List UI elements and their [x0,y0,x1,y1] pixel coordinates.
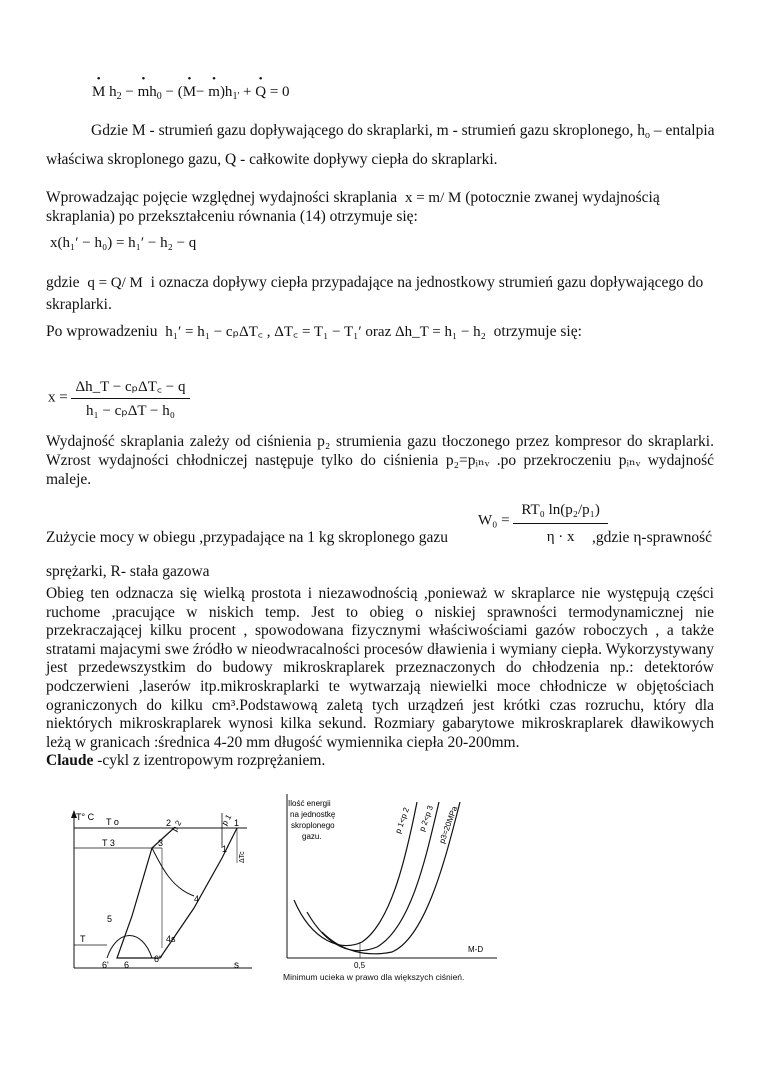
paragraph-heat-inflow-line2: skraplarki. [46,296,112,313]
ts-ylabel: T° C [76,812,95,822]
ts-T: T [80,934,86,944]
equation-energy-balance: • M $h_2$ − • $mh_0$ − (• M− • $m)h_{1'}$ + • Q = 0 [92,84,290,102]
paragraph-power-efficiency-note: ,gdzie η-sprawność [592,529,713,546]
energy-curves-chart [282,792,502,970]
ts-dTc: ΔTc [239,851,246,863]
paragraph-definitions-line2: właściwa skroplonego gazu, Q - całkowite dopływy ciepła do skraplarki. [46,151,498,168]
paragraph-heat-inflow-line1: gdzie q = Q/ M i oznacza dopływy ciepła przypadające na jednostkowy strumień gazu dopływającego do [46,274,704,291]
ts-diagram [62,808,262,978]
ts-p2: p 2 [169,818,184,833]
ts-p1: p 1 [219,812,234,827]
ts-T3: T 3 [102,838,115,848]
energy-curve-label-2: p 2<p 3 [417,804,436,833]
energy-ylabel-4: gazu. [302,832,322,841]
ts-pt-1: 1 [234,818,240,828]
ts-pt-6pp: 6" [154,954,163,964]
ts-T0: T o [106,817,119,827]
paragraph-substitution: Po wprowadzeniu h₁′ = h₁ − cₚΔT꜀ , ΔT꜀ = T₁ − T₁′ oraz Δh_T = h₁ − h₂ otrzymuje się: [46,323,582,340]
paragraph-efficiency-line2: skraplania) po przekształceniu równania (14) otrzymuje się: [46,208,418,225]
equation-efficiency: x(h₁′ − h₀) = h₁′ − h₂ − q [50,235,197,251]
equation-power: W₀ = $\frac{\text{RT₀ ln(p₂/p₁)}}{\eta \cdot x}$ [478,496,608,546]
equation-x-fraction: x = $\frac{\text{Δh\_T − cₚΔT꜀ − q}}{\text{h₁ − cₚΔT − h₀}}$ [48,376,190,420]
energy-curve-3 [322,802,460,954]
energy-caption: Minimum ucieka w prawo dla większych ciśnień. [283,972,465,982]
paragraph-definitions-line1: Gdzie M - strumień gazu dopływającego do skraplarki, m - strumień gazu skroplonego, $h_o$ – entalpia [91,122,715,141]
ts-pt-2: 2 [166,818,172,828]
energy-curve-label-1: p 1<p 2 [393,806,412,835]
energy-xlabel: M-D [468,945,484,954]
energy-curve-label-3: p3=20MPa [437,805,460,845]
ts-pt-6: 6 [124,960,130,970]
ts-pt-1p: 1' [222,844,229,854]
paragraph-efficiency-line1: Wprowadzając pojęcie względnej wydajności skraplania x = m/ M (potocznie zwanej wydajnością [46,189,660,206]
energy-tick-label: 0,5 [354,961,366,970]
paragraph-power-line2: sprężarki, R- stała gazowa [46,563,210,580]
ts-pt-4: 4 [194,894,200,904]
ts-xlabel: s [234,960,239,971]
paragraph-cycle-description: Obieg ten odznacza się wielką prostota i niezawodnością ,ponieważ w skraplarce nie występują części ruchome ,pracujące w niskich temp. Jest to obieg o niskiej sprawności termodynamicznej nie przekraczającej kilku procent , spowodowana fizycznymi właściwościami gazów roboczych , a także stratami majacymi swe źródło w nieodwracalności procesów dławienia i wymiany ciepła. Wykorzystywany jest przedewszystkim do budowy mikroskraplarek przeznaczonych do chłodzenia np.: detektorów podczerwieni ,laserów itp.mikroskraplarki te wytwarzają niewielki moce chłodnicze w objętościach ograniczonych do kilku cm³.Podstawową zaletą tych urządzeń jest krótki czas rozruchu, który dla niektórych mikroskraplarek wynosi kilka sekund. Rozmiary gabarytowe mikroskraplarek dławikowych leżą w granicach :średnica 4-20 mm długość wymiennika ciepła 20-200mm. [46,585,714,751]
ts-pt-3: 3 [158,838,164,848]
energy-ylabel-3: skroplonego [291,821,335,830]
ts-pt-6p: 6' [102,960,109,970]
energy-ylabel-2: na jednostkę [290,810,336,819]
ts-pt-5: 5 [107,914,113,924]
energy-ylabel-1: Ilość energii [288,799,331,808]
ts-pt-4s: 4s [166,934,176,944]
paragraph-power-consumption: Zużycie mocy w obiegu ,przypadające na 1 kg skroplonego gazu [46,529,448,546]
paragraph-pressure-dependence: Wydajność skraplania zależy od ciśnienia p₂ strumienia gazu tłoczonego przez kompresor do skraplarki. Wzrost wydajności chłodniczej następuje tylko do ciśnienia p₂=pᵢₙᵥ .po przekroczeniu pᵢₙᵥ wydajność maleje. [46,433,714,488]
section-claude: Claude -cykl z izentropowym rozprężaniem. [46,752,326,769]
